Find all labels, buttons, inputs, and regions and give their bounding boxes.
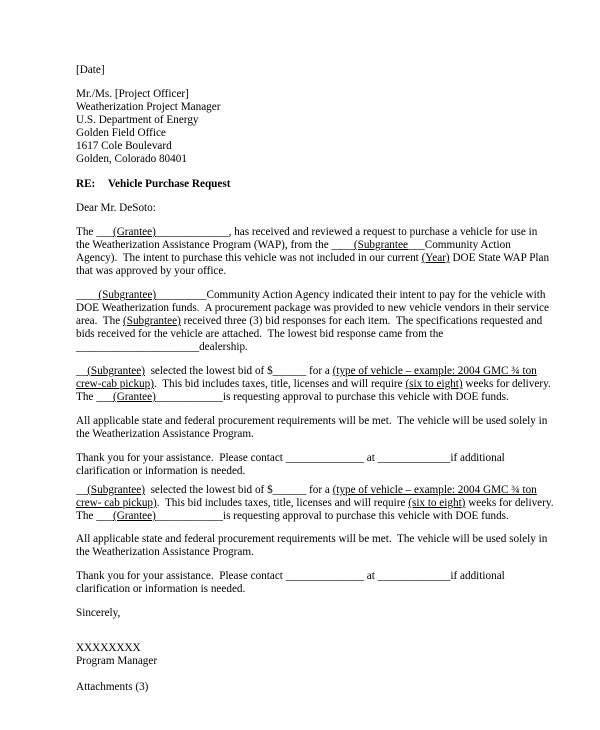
address-line: Golden, Colorado 80401 [76,153,187,165]
subgrantee-placeholder: (Subgrantee) [123,315,181,327]
vehicle-type-placeholder: crew- cab pickup) [76,497,157,509]
vehicle-type-placeholder: crew-cab pickup) [76,378,154,390]
paragraph-line: clarification or information is needed. [76,465,246,477]
grantee-placeholder: (Grantee) [112,510,156,522]
paragraph-line: ____(Subgrantee)_________Community Action Agency indicated their intent to pay for the vehicle with [76,289,546,301]
delivery-weeks-placeholder: (six to eight) [408,497,466,509]
paragraph-line: the Weatherization Assistance Program. [76,428,254,440]
re-subject: Vehicle Purchase Request [108,178,231,190]
paragraph-line: Thank you for your assistance. Please contact ______________ at _____________if additional [76,570,505,582]
date-line: [Date] [76,64,105,76]
attachments-note: Attachments (3) [76,681,149,693]
paragraph-line: area. The (Subgrantee) received three (3) bid responses for each item. The specifications requested and [76,315,543,327]
grantee-placeholder: (Grantee) [112,226,156,238]
paragraph-line: the Weatherization Assistance Program (WAP), from the ____(Subgrantee___Community Action [76,239,511,251]
paragraph-line: crew- cab pickup). This bid includes taxes, title, licenses and will require (six to eight) weeks for delivery. [76,497,554,509]
address-line: Weatherization Project Manager [76,101,221,113]
paragraph-line: that was approved by your office. [76,265,227,277]
signer-name: XXXXXXXX [76,642,141,654]
paragraph-line: clarification or information is needed. [76,583,246,595]
closing: Sincerely, [76,607,121,619]
paragraph-line: Agency). The intent to purchase this vehicle was not included in our current (Year) DOE State WAP Plan [76,252,550,264]
vehicle-type-placeholder: (type of vehicle – example: 2004 GMC ¾ ton [332,484,537,496]
paragraph-line: The ___(Grantee)____________is requesting approval to purchase this vehicle with DOE funds. [76,510,509,522]
year-placeholder: (Year) [421,252,450,264]
subgrantee-placeholder: (Subgrantee) [98,289,157,301]
paragraph-line: __(Subgrantee) selected the lowest bid of $______ for a (type of vehicle – example: 2004 GMC ¾ ton [76,484,537,496]
paragraph-line: All applicable state and federal procurement requirements will be met. The vehicle will be used solely in [76,415,548,427]
address-line: 1617 Cole Boulevard [76,140,172,152]
paragraph-line: All applicable state and federal procurement requirements will be met. The vehicle will be used solely in [76,533,548,545]
address-line: Mr./Ms. [Project Officer] [76,88,189,100]
grantee-placeholder: (Grantee) [112,391,156,403]
paragraph-line: crew-cab pickup). This bid includes taxes, title, licenses and will require (six to eight) weeks for delivery. [76,378,551,390]
re-label: RE: [76,178,96,190]
delivery-weeks-placeholder: (six to eight) [405,378,463,390]
paragraph-line: bids received for the vehicle are attached. The lowest bid response came from the [76,328,444,340]
signer-title: Program Manager [76,655,158,667]
paragraph-line: __(Subgrantee) selected the lowest bid of $______ for a (type of vehicle – example: 2004 GMC ¾ ton [76,365,537,377]
paragraph-line: The ___(Grantee)____________is requesting approval to purchase this vehicle with DOE funds. [76,391,509,403]
paragraph-line: The ___(Grantee)_____________, has received and reviewed a request to purchase a vehicle for use in [76,226,538,238]
subgrantee-placeholder: (Subgrantee [353,239,408,251]
salutation: Dear Mr. DeSoto: [76,202,156,214]
subgrantee-placeholder: (Subgrantee) [87,484,145,496]
paragraph-line: DOE Weatherization funds. A procurement package was provided to new vehicle vendors in their service [76,302,549,314]
subgrantee-placeholder: (Subgrantee) [87,365,145,377]
paragraph-line: ______________________dealership. [76,341,248,353]
address-line: U.S. Department of Energy [76,114,199,126]
paragraph-line: Thank you for your assistance. Please contact ______________ at _____________if additional [76,452,505,464]
vehicle-type-placeholder: (type of vehicle – example: 2004 GMC ¾ ton [332,365,537,377]
address-line: Golden Field Office [76,127,166,139]
paragraph-line: the Weatherization Assistance Program. [76,546,254,558]
